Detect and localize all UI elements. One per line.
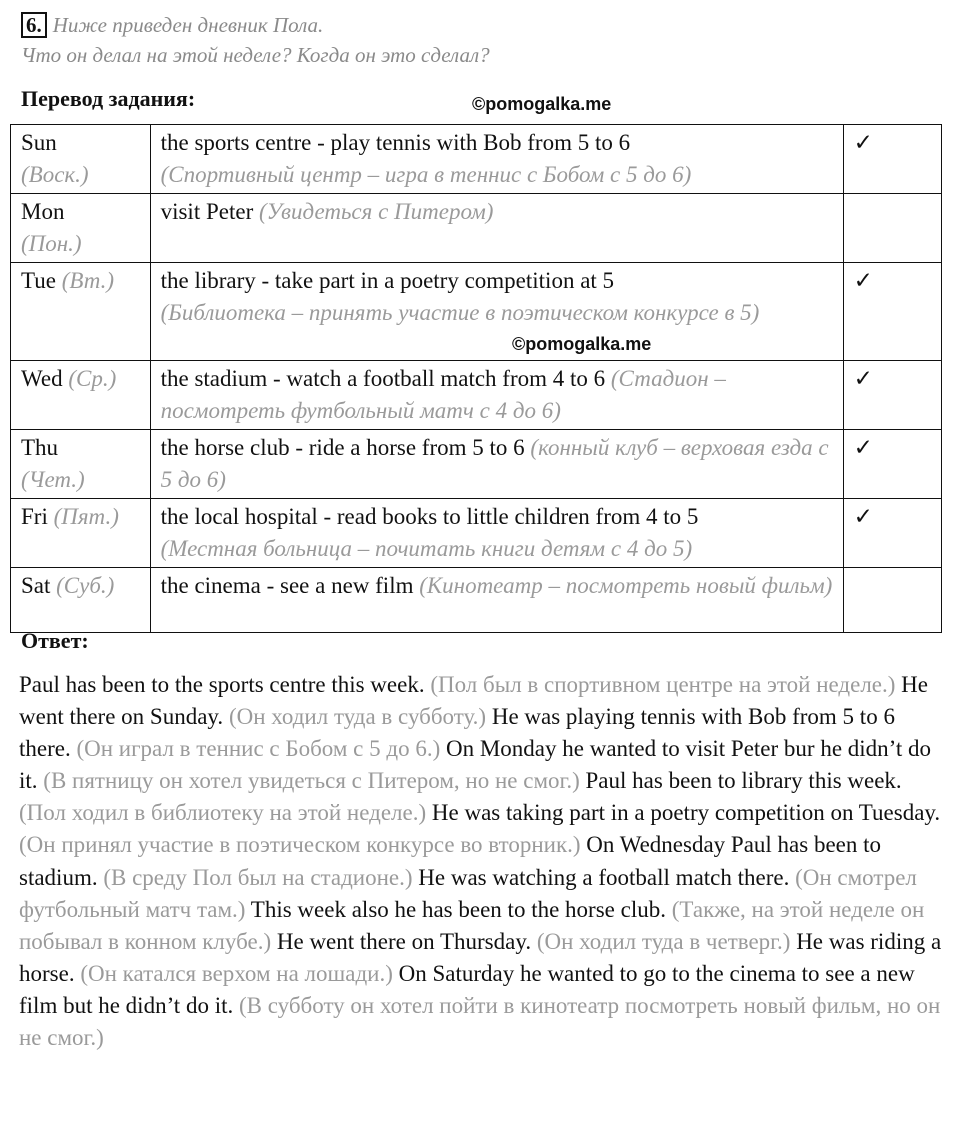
day-cell [11, 568, 151, 633]
activity-text: the library - take part in a poetry competition at 5 [160, 268, 615, 293]
day-label: Fri [21, 504, 48, 529]
answer-translation: (Он смотрел футбольный матч там.) [19, 864, 917, 922]
check-cell: ✓ [843, 361, 941, 430]
check-cell: ✓ [843, 499, 941, 568]
answer-translation: (В субботу он хотел пойти в кинотеатр посмотреть новый фильм, но он не смог.) [19, 992, 941, 1051]
table-row [11, 263, 942, 361]
day-label: Thu [21, 435, 59, 460]
answer-sentence: Paul has been to library this week. [585, 768, 902, 794]
watermark-middle: ©pomogalka.me [512, 334, 652, 354]
day-label-ru: (Воск.) [21, 162, 89, 187]
activity-cell [150, 194, 843, 263]
diary-table [10, 124, 942, 633]
day-cell [11, 361, 151, 430]
day-label-ru: (Ср.) [68, 366, 117, 391]
answer-translation: (Он принял участие в поэтическом конкурсе во вторник.) [19, 832, 581, 858]
day-label-ru: (Пят.) [53, 504, 119, 529]
day-label: Mon [21, 199, 65, 224]
activity-cell [150, 430, 843, 499]
answer-sentence: This week also he has been to the horse club. [250, 896, 666, 922]
table-row [11, 361, 942, 430]
activity-cell [150, 125, 843, 194]
answer-translation: (Он катался верхом на лошади.) [80, 960, 393, 986]
answer-heading: Ответ: [21, 628, 89, 653]
activity-text-ru: (Увидеться с Питером) [258, 199, 494, 224]
activity-cell [150, 568, 843, 633]
day-label-ru: (Суб.) [56, 573, 115, 598]
day-cell [11, 263, 151, 361]
table-row [11, 194, 942, 263]
table-row [11, 430, 942, 499]
day-label-ru: (Чет.) [21, 467, 85, 492]
answer-sentence: He was riding a horse. [19, 928, 942, 986]
activity-text: the horse club - ride a horse from 5 to 6 [160, 435, 525, 460]
answer-translation: (Также, на этой неделе он побывал в конном клубе.) [19, 896, 925, 954]
table-row [11, 125, 942, 194]
activity-cell [150, 361, 843, 430]
check-cell [843, 568, 941, 633]
answer-translation: (Пол был в спортивном центре на этой неделе.) [430, 672, 896, 697]
activity-text: visit Peter [160, 199, 254, 224]
answer-sentence: He was watching a football match there. [418, 864, 790, 890]
watermark-top: ©pomogalka.me [472, 94, 612, 114]
day-cell [11, 430, 151, 499]
check-cell: ✓ [843, 125, 941, 194]
table-row [11, 499, 942, 568]
answer-sentence: On Monday he wanted to visit Peter bur he didn’t do it. [19, 736, 932, 794]
answer-sentence: He went there on Sunday. [19, 672, 928, 730]
day-label: Tue [21, 268, 56, 293]
answer-text [19, 669, 944, 1054]
day-label: Wed [21, 366, 63, 391]
answer-sentence: He was taking part in a poetry competition on Tuesday. [431, 800, 941, 826]
translation-heading: Перевод задания: [21, 86, 196, 111]
day-cell [11, 194, 151, 263]
activity-text: the sports centre - play tennis with Bob from 5 to 6 [160, 130, 631, 155]
check-cell [843, 194, 941, 263]
answer-translation: (В пятницу он хотел увидеться с Питером, но не смог.) [43, 768, 580, 794]
day-label: Sat [21, 573, 51, 598]
answer-sentence: On Wednesday Paul has been to stadium. [19, 832, 882, 890]
activity-text-ru: (Кинотеатр – посмотреть новый фильм) [419, 573, 833, 598]
activity-text: the local hospital - read books to little children from 4 to 5 [160, 504, 699, 529]
answer-translation: (Он ходил туда в четверг.) [536, 928, 791, 954]
answer-translation: (Пол ходил в библиотеку на этой неделе.) [19, 800, 427, 826]
answer-sentence: Paul has been to the sports centre this week. [19, 672, 425, 697]
day-label-ru: (Пон.) [21, 231, 82, 256]
answer-translation: (Он играл в теннис с Бобом с 5 до 6.) [76, 736, 441, 762]
activity-text-ru: (Библиотека – принять участие в поэтическом конкурсе в 5) [160, 300, 760, 325]
activity-text-ru: (Стадион – посмотреть футбольный матч с 4 до 6) [160, 366, 726, 423]
activity-cell [150, 263, 843, 361]
activity-text-ru: (Спортивный центр – игра в теннис с Бобом с 5 до 6) [160, 162, 692, 187]
day-cell [11, 125, 151, 194]
activity-text-ru: (конный клуб – верховая езда с 5 до 6) [160, 435, 829, 492]
answer-sentence: On Saturday he wanted to go to the cinema to see a new film but he didn’t do it. [19, 960, 915, 1018]
answer-translation: (В среду Пол был на стадионе.) [103, 864, 413, 890]
task-number: 6. [21, 12, 47, 38]
day-cell [11, 499, 151, 568]
day-label: Sun [21, 130, 57, 155]
task-line-1 [21, 10, 941, 40]
task-statement [21, 10, 941, 70]
table-row [11, 568, 942, 633]
answer-sentence: He was playing tennis with Bob from 5 to 6 there. [19, 704, 895, 762]
answer-translation: (Он ходил туда в субботу.) [228, 704, 487, 730]
activity-cell [150, 499, 843, 568]
activity-text: the cinema - see a new film [160, 573, 414, 598]
day-label-ru: (Вт.) [61, 268, 114, 293]
task-line-2: Что он делал на этой неделе? Когда он это сделал? [21, 43, 490, 67]
activity-text-ru: (Местная больница – почитать книги детям с 4 до 5) [160, 536, 693, 561]
answer-sentence: He went there on Thursday. [276, 928, 532, 954]
check-cell: ✓ [843, 263, 941, 361]
check-cell: ✓ [843, 430, 941, 499]
activity-text: the stadium - watch a football match from 4 to 6 [160, 366, 606, 391]
task-text-1: Ниже приведен дневник Пола. [52, 13, 324, 37]
